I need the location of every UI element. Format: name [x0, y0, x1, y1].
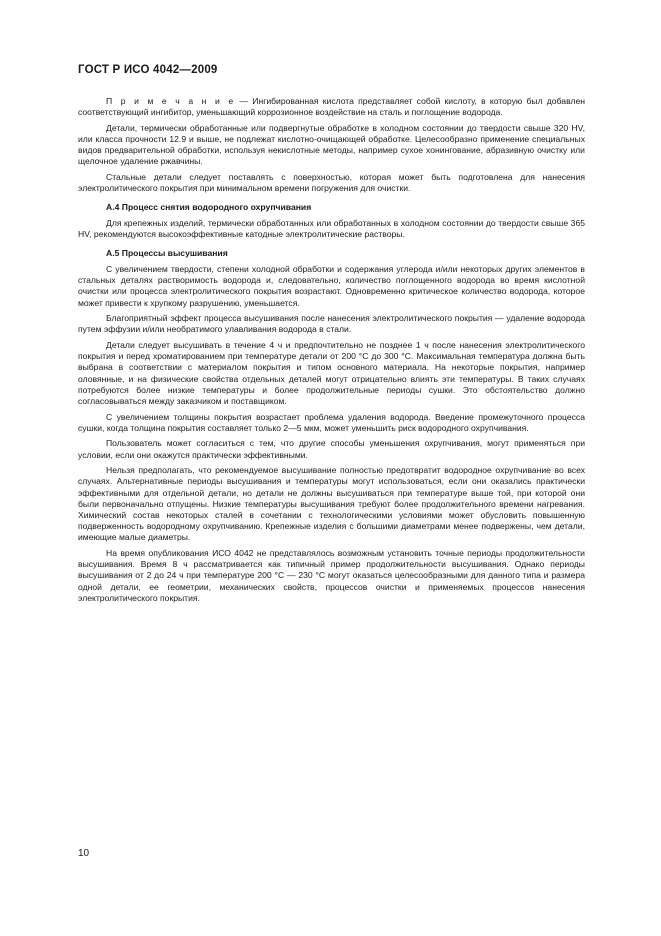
note-paragraph: [78, 96, 585, 118]
body-paragraph: Для крепежных изделий, термически обработанных или обработанных в холодном состоянии до твердости свыше 365 HV, рекомендуются высокоэффективные катодные электролитические растворы.: [78, 218, 585, 240]
body-paragraph: Благоприятный эффект процесса высушивания после нанесения электролитического покрытия — удаление водорода путем эффузии и/или необратимого улавливания водорода в стали.: [78, 313, 585, 335]
page-header-standard-title: ГОСТ Р ИСО 4042—2009: [78, 64, 218, 76]
body-paragraph: На время опубликования ИСО 4042 не представлялось возможным установить точные периоды продолжительности высушивания. Время 8 ч рассматривается как типичный пример продолжительности высушивания. Однако периоды высушивания от 2 до 24 ч при температуре 200 °С — 230 °С могут оказаться целесообразными для данного типа и размера одной детали, ее геометрии, механических свойств, процессов очистки и применяемых процессов нанесения электролитического покрытия.: [78, 548, 585, 603]
section-heading-a4: А.4 Процесс снятия водородного охрупчивания: [106, 202, 312, 213]
body-paragraph: Нельзя предполагать, что рекомендуемое высушивание полностью предотвратит водородное охрупчивание во всех случаях. Альтернативные периоды высушивания и температуры могут использоваться, если они оказались практически эффективными для отдельной детали, но детали не должны высушиваться при температуре выше той, при которой они были первоначально отпущены. Низкие температуры высушивания требуют более продолжительного времени нагревания. Химический состав некоторых сталей в сочетании с технологическими условиями может обусловить повышенную подверженность водородному охрупчиванию. Крепежные изделия с большими диаметрами менее подвержены, чем детали, имеющие малые диаметры.: [78, 465, 585, 543]
body-paragraph: Детали, термически обработанные или подвергнутые обработке в холодном состоянии до твердости свыше 320 HV, или класса прочности 12.9 и выше, не подлежат кислотно-очищающей обработке. Целесообразно применение специальных видов предварительной обработки, используя некислотные методы, например сухое хонингование, абразивную очистку или щелочное удаление ржавчины.: [78, 122, 585, 167]
body-paragraph: С увеличением толщины покрытия возрастает проблема удаления водорода. Введение промежуточного процесса сушки, когда толщина покрытия составляет только 2—5 мкм, может уменьшить риск водородного охрупчивания.: [78, 411, 585, 433]
note-text: — Ингибированная кислота представляет собой кислоту, в которую был добавлен соответствующий ингибитор, уменьшающий коррозионное воздействие на сталь и поглощение водорода.: [78, 96, 585, 118]
body-paragraph: Стальные детали следует поставлять с поверхностью, которая может быть подготовлена для нанесения электролитического покрытия при минимальном времени погружения для очистки.: [78, 172, 585, 194]
body-paragraph: С увеличением твердости, степени холодной обработки и содержания углерода и/или некоторых других элементов в стальных деталях растворимость водорода и, следовательно, количество поглощенного водорода во время кислотной очистки или процесса электролитического покрытия возрастают. Одновременно критическое количество водорода, которое может привести к хрупкому разрушению, уменьшается.: [78, 264, 585, 308]
section-heading-a5: А.5 Процессы высушивания: [106, 248, 228, 259]
body-paragraph: Детали следует высушивать в течение 4 ч и предпочтительно не позднее 1 ч после нанесения электролитического покрытия и перед хроматированием при температуре детали от 200 °С до 300 °С. Максимальная температура должна быть выбрана в соответствии с материалом покрытия и типом основного материала. На некоторые покрытия, например оловянные, и на физические свойства отдельных деталей могут отрицательно влиять эти температуры. В таких случаях потребуются более низкие температуры и более продолжительные периоды сушки. Это обстоятельство должно согласовываться между заказчиком и поставщиком.: [78, 340, 585, 407]
document-body: [78, 96, 585, 608]
note-prefix: П р и м е ч а н и е: [106, 96, 236, 106]
body-paragraph: Пользователь может согласиться с тем, что другие способы уменьшения охрупчивания, могут применяться при условии, если они окажутся практически эффективными.: [78, 438, 585, 460]
page-number: 10: [78, 848, 90, 859]
